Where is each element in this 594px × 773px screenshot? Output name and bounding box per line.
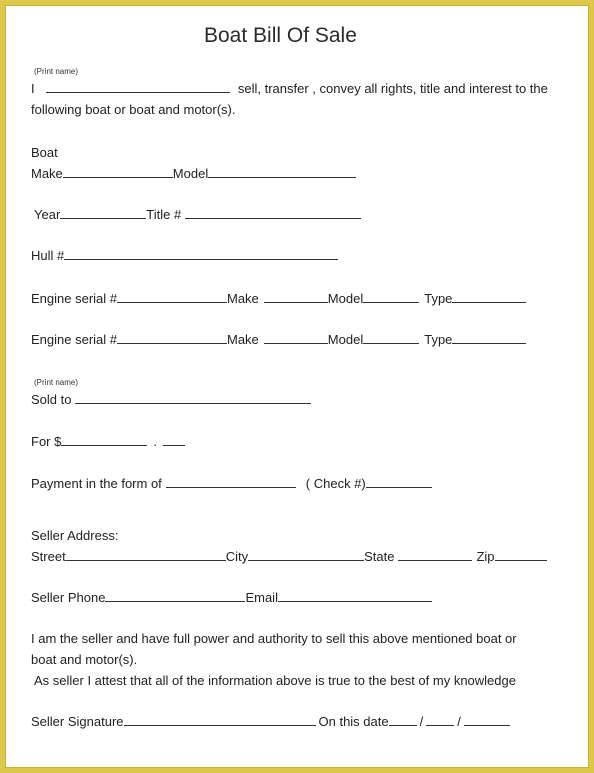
seller-phone-label: Seller Phone <box>31 590 106 605</box>
check-number-field[interactable] <box>366 476 432 488</box>
street-label: Street <box>31 549 66 564</box>
hull-label: Hull # <box>31 248 65 263</box>
engine-serial-field[interactable] <box>117 291 227 303</box>
print-name-note: (Print name) <box>34 378 79 387</box>
engine-model-label: Model <box>327 332 364 347</box>
year-title-row <box>34 207 361 222</box>
check-label: ( Check #) <box>305 476 366 491</box>
engine-row-2 <box>31 332 526 347</box>
sold-to-row <box>31 392 311 407</box>
city-label: City <box>225 549 249 564</box>
intro-prefix: I <box>31 81 35 96</box>
model-label: Model <box>172 166 209 181</box>
date-day-field[interactable] <box>426 714 454 726</box>
date-year-field[interactable] <box>464 714 510 726</box>
sold-to-label: Sold to <box>31 392 72 407</box>
payment-form-field[interactable] <box>166 476 296 488</box>
engine-model-field[interactable] <box>363 291 419 303</box>
engine-type-field[interactable] <box>452 332 526 344</box>
make-field[interactable] <box>63 166 173 178</box>
seller-address-heading: Seller Address: <box>31 528 119 543</box>
year-field[interactable] <box>60 207 146 219</box>
statement-line-2: boat and motor(s). <box>31 652 138 667</box>
email-label: Email <box>245 590 278 605</box>
title-number-label: Title # <box>146 207 182 222</box>
for-label: For $ <box>31 434 62 449</box>
engine-serial-field[interactable] <box>117 332 227 344</box>
title-number-field[interactable] <box>185 207 361 219</box>
engine-row-1 <box>31 291 526 306</box>
zip-field[interactable] <box>495 549 547 561</box>
engine-make-field[interactable] <box>264 291 328 303</box>
street-field[interactable] <box>66 549 226 561</box>
date-separator: / <box>457 714 461 729</box>
intro-line-1 <box>31 81 548 96</box>
price-dollars-field[interactable] <box>61 434 147 446</box>
state-label: State <box>364 549 395 564</box>
boat-heading: Boat <box>31 145 58 160</box>
date-label: On this date <box>318 714 389 729</box>
signature-row <box>31 714 510 729</box>
payment-label: Payment in the form of <box>31 476 162 491</box>
intro-text: sell, transfer , convey all rights, title and interest to the <box>237 81 548 96</box>
engine-make-label: Make <box>227 291 259 306</box>
seller-signature-field[interactable] <box>124 714 316 726</box>
date-month-field[interactable] <box>389 714 417 726</box>
date-separator: / <box>419 714 424 729</box>
price-cents-field[interactable] <box>163 434 185 446</box>
statement-line-1: I am the seller and have full power and authority to sell this above mentioned boat or <box>31 631 517 646</box>
model-field[interactable] <box>208 166 356 178</box>
engine-type-field[interactable] <box>452 291 526 303</box>
engine-serial-label: Engine serial # <box>31 291 117 306</box>
address-row <box>31 549 547 564</box>
zip-label: Zip <box>476 549 495 564</box>
city-field[interactable] <box>248 549 364 561</box>
page-title: Boat Bill Of Sale <box>204 24 357 47</box>
contact-row <box>31 590 432 605</box>
hull-row <box>31 248 338 263</box>
bill-of-sale-page <box>5 5 589 768</box>
make-label: Make <box>31 166 63 181</box>
decimal-point: . <box>153 434 157 449</box>
hull-field[interactable] <box>64 248 338 260</box>
engine-model-field[interactable] <box>363 332 419 344</box>
state-field[interactable] <box>398 549 472 561</box>
engine-serial-label: Engine serial # <box>31 332 117 347</box>
engine-make-label: Make <box>227 332 259 347</box>
email-field[interactable] <box>278 590 432 602</box>
seller-name-field[interactable] <box>46 81 230 93</box>
payment-row <box>31 476 432 491</box>
engine-type-label: Type <box>424 332 453 347</box>
statement-line-3: As seller I attest that all of the information above is true to the best of my knowledge <box>34 673 516 688</box>
print-name-note: (Print name) <box>34 67 79 76</box>
intro-line-2: following boat or boat and motor(s). <box>31 102 236 117</box>
engine-type-label: Type <box>424 291 453 306</box>
seller-signature-label: Seller Signature <box>31 714 124 729</box>
buyer-name-field[interactable] <box>75 392 311 404</box>
engine-model-label: Model <box>327 291 364 306</box>
make-model-row <box>31 166 356 181</box>
seller-phone-field[interactable] <box>105 590 245 602</box>
price-row <box>31 434 185 449</box>
year-label: Year <box>34 207 61 222</box>
engine-make-field[interactable] <box>264 332 328 344</box>
